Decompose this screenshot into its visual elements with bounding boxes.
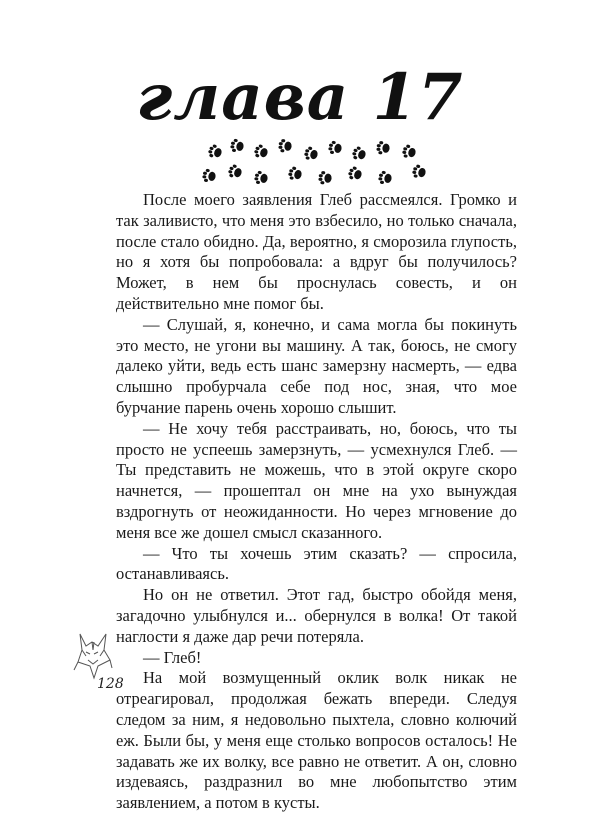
paw-prints-ornament [200,134,440,190]
chapter-title: глава 17 [136,60,464,135]
paragraph: — Слушай, я, конечно, и сама могла бы покинуть это место, не угони вы машину. А так, боюсь, не смогу далеко уйти, ведь есть шанс замерзну насмерть, — едва слышно пробурчала себе под нос, зная, что мое бурчание парень очень хорошо слышит. [116,314,517,417]
paw-print-icon [202,168,217,183]
paragraph: — Не хочу тебя расстраивать, но, боюсь, что ты просто не успеешь замерзнуть, — усмехнулся Глеб. — Ты представить не можешь, что в этой округе скоро начнется, — прошептал он мне на ухо вынуждая вздрогнуть от неожиданности. Но через мгновение до меня все же дошел смысл сказанного. [116,418,517,542]
paw-print-icon [227,163,244,180]
wolf-head-icon [68,630,118,682]
chapter-body [116,190,517,814]
paw-print-icon [347,165,364,182]
paw-print-icon [318,171,332,185]
paragraph: — Что ты хочешь этим сказать? — спросила, останавливаясь. [116,543,517,584]
paw-print-icon [278,139,292,153]
paw-print-icon [328,140,343,155]
paragraph: — Глеб! [143,647,202,667]
paw-print-icon [376,141,390,155]
paragraph: На мой возмущенный оклик волк никак не отреагировал, продолжая бежать впереди. Следуя следом за ним, я недовольно пыхтела, словно колючий еж. Были бы, у меня еще столько вопросов осталось! Не задавать же их волку, все равно не ответит. А он, словно издеваясь, раздразнил во мне любопытство этим заявлением, а потом в кусты. [116,668,517,813]
paw-print-icon [253,143,270,160]
paw-print-icon [303,146,319,162]
paw-print-icon [351,145,368,162]
paw-print-icon [230,138,245,153]
paragraph: Но он не ответил. Этот гад, быстро обойдя меня, загадочно улыбнулся и... обернулся в волка! От такой наглости я даже дар речи потеряла. [116,585,517,646]
page-number: 128 [97,676,124,692]
paw-print-icon [254,170,269,185]
paw-print-icon [378,170,393,185]
paw-print-icon [411,164,427,180]
paw-print-icon [287,166,303,182]
paragraph: После моего заявления Глеб рассмеялся. Громко и так заливисто, что меня это взбесило, но только сначала, после стало обидно. Да, вероятно, я сморозила глупость, но я хотя бы попробовала: а вдруг бы получилось? Может, в нем бы проснулась совесть, и он действительно мне помог бы. [116,190,517,313]
paw-print-icon [207,143,224,160]
paw-print-icon [401,144,417,160]
